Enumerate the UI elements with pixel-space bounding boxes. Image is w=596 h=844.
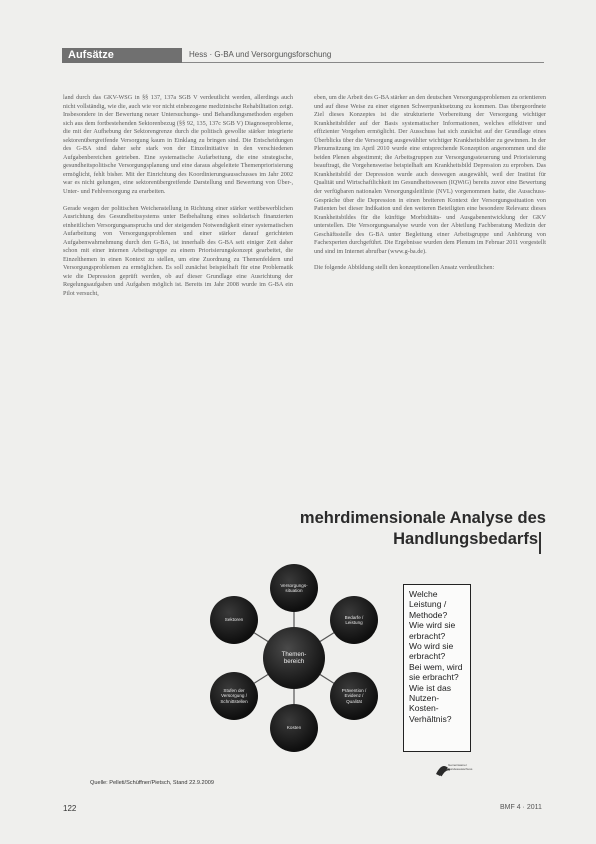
question-line: Kosten-: [409, 703, 439, 714]
paragraph: eben, um die Arbeit des G-BA stärker an den deutschen Versorgungsproblemen zu orientieren und auf diese Weise zu einer eigenen Schwerpunktsetzung zu kommen. Das übergeordnete Ziel dieses Konzeptes ist die strukturierte Vorbereitung der Versorgung wichtiger Krankheitsbilder auf der Basis systematischer Informationen, welches effektiver und effizienter Vorgehen ermöglicht. Der Ausschuss hat sich zunächst auf der Grundlage eines Überblicks über die Versorgung ausgewählter wichtiger Krankheitsbilder zu gewinnen. In der Plenumsitzung im April 2010 wurde eine entsprechende Konzeption angenommen und die beiden Plenen abgestimmt; die Arbeitsgruppen zur Versorgungssteuerung und Priorisierung beauftragt, die Vorgehensweise beispielhaft am Krankheitsbild Depression zu erproben. Das Krankheitsbild der Depression wurde auch deswegen ausgewählt, weil der Institut für Qualität und Wirtschaftlichkeit im Gesundheitswesen (IQWiG) bereits zuvor eine Bewertung der verfügbaren nationalen Versorgungsleitlinie (NVL) vorgenommen hatte, die Ausschuss-Gespräche über die Depression in einen breiteren Kontext der Versorgungssituation von Patienten bei dieser Indikation und den weiteren Beteiligten eine besondere Relevanz dieses Krankheitsbildes für die künftige Morbiditäts- und Ausgabenentwicklung der GKV unterstellen. Die Versorgungsanalyse wurde von der Abteilung Fachberatung Medizin der Geschäftsstelle des G-BA unter Begleitung einer Arbeitsgruppe und Anhörung von Fachexperten durchgeführt. Die Ergebnisse wurden dem Plenum im Februar 2011 vorgestellt und sind im Internet abrufbar (www.g-ba.de).: [314, 94, 546, 255]
figure-title-line2: Handlungsbedarfs: [393, 530, 538, 548]
node-kosten: Kosten: [270, 704, 318, 752]
page-number: 122: [63, 804, 77, 813]
question-line: Wo wird sie: [409, 641, 454, 652]
question-line: erbracht?: [409, 651, 446, 662]
question-line: erbracht?: [409, 630, 446, 641]
title-accent-bar: [539, 532, 541, 554]
question-box: [403, 584, 471, 752]
analysis-figure: [176, 502, 546, 802]
question-line: Welche: [409, 589, 438, 599]
node-themenbereich: Themen- bereich: [263, 627, 325, 689]
question-line: Verhältnis?: [409, 713, 452, 724]
question-line: Bei wem, wird: [409, 661, 463, 672]
section-tag: Aufsätze: [62, 48, 182, 63]
node-schnittstellen: Stufen der Versorgung / Schnittstellen: [210, 672, 258, 720]
header-rule: [182, 62, 544, 63]
running-title: Hess · G-BA und Versorgungsforschung: [189, 50, 332, 59]
left-column: [63, 94, 293, 307]
right-column: [314, 94, 546, 281]
issue-label: BMF 4 · 2011: [500, 804, 542, 811]
question-line: Nutzen-: [409, 693, 440, 704]
node-sektoren: Sektoren: [210, 596, 258, 644]
question-line: Wie ist das: [409, 682, 452, 693]
question-line: Wie wird sie: [409, 620, 456, 631]
logo-text: Gemeinsamer Bundesausschuss: [448, 763, 473, 771]
paragraph: Gerade wegen der politischen Weichenstellung in Richtung einer stärker wettbewerblichen Ausrichtung des Gesundheitssystems unter Beibehaltung eines solidarisch finanzierten einheitlichen Versorgungsanspruchs und der steigenden Notwendigkeit einer systematischen Aufarbeitung von Versorgungsproblemen und einer stärker darauf gerichteten Aufgabenwahrnehmung durch den G-BA, ist innerhalb des G-BA seit einiger Zeit daher schon mit einer internen Arbeitsgruppe zu einem Priorisierungskonzept gearbeitet, die Einzelthemen in einen Kontext zu stellen, um eine Zuordnung zu Themenfeldern und Versorgungsproblemen zu ermöglichen. Es soll zunächst beispielhaft für eine Problematik wie die Depression geprüft werden, ob auf dieser Grundlage eine Ausrichtung der Regelungsaufgaben und Aufgaben möglich ist. Bereits im Jahr 2008 wurde im G-BA ein Pilot versucht,: [63, 204, 293, 298]
node-versorgungssituation: Versorgungs- situation: [270, 564, 318, 612]
node-praevention: Prävention / Evidenz / Qualität: [330, 672, 378, 720]
figure-title: [176, 508, 546, 550]
question-line: Leistung /: [409, 599, 447, 610]
figure-title-line1: mehrdimensionale Analyse des: [299, 509, 546, 527]
question-line: sie erbracht?: [409, 672, 459, 683]
paragraph: Die folgende Abbildung stellt den konzeptionellen Ansatz verdeutlichen:: [314, 264, 495, 272]
paragraph: land durch das GKV-WSG in §§ 137, 137a SGB V verdeutlicht werden, allerdings auch nicht vollständig, wie die, auch wie vor nicht einbezogene medizinische Rehabilitation zeigt. Insbesondere in der Bewertung neuer Untersuchungs- und Behandlungsmethoden ergeben sich aus dem fortbestehenden Sektorenbezug (§§ 92, 135, 137c SGB V) Diagnoseprobleme, die mit der Aufhebung der Sektorengrenze durch die politisch gewollte stärker integrierte sektorenübergreifende Versorgung kaum in Einklang zu bringen sind. Die Entscheidungen des G-BA sind daher sehr stark von der Einzelinitiative in den verschiedenen Aufgabenbereichen getrieben. Eine systematische Aufarbeitung, die eine strategische, gesundheitspolitische Versorgungsplanung und eine daraus abgeleitete Themenpriorisierung ermöglicht, fehlt bisher. Mit der Einrichtung des Koordinierungsausschusses im Jahr 2002 war es nicht gelungen, eine sektorenübergreifende Darstellung und Bewertung von Über-, Unter- und Fehlversorgung zu erarbeiten.: [63, 94, 293, 196]
figure-source: Quelle: Pelleti/Schüffner/Pietsch, Stand 22.9.2009: [90, 780, 214, 786]
question-line: Methode?: [409, 609, 448, 620]
node-bedarfe: Bedarfe / Leistung: [330, 596, 378, 644]
